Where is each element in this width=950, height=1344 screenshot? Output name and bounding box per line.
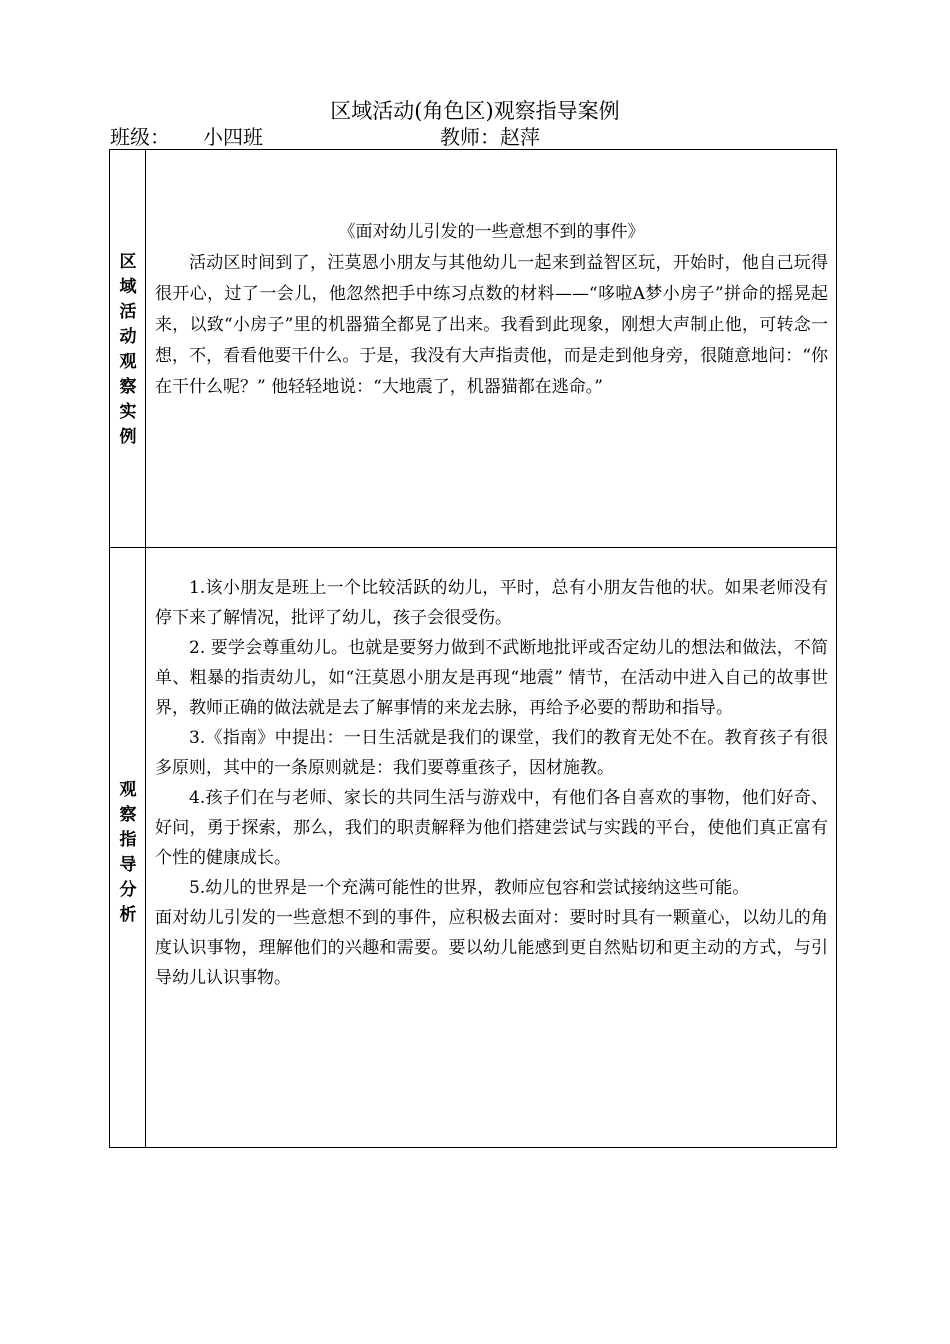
table-row-analysis: [110, 548, 836, 1147]
class-label: 班级：: [110, 125, 170, 149]
section-label-analysis: 观察指导分析: [119, 780, 137, 925]
analysis-paragraph-4: 4.孩子们在与老师、家长的共同生活与游戏中，有他们各自喜欢的事物，他们好奇、好问，勇于探索，那么，我们的职责解释为他们搭建尝试与实践的平台，使他们真正富有个性的健康成长。: [155, 788, 828, 868]
example-paragraph: 活动区时间到了，汪莫恩小朋友与其他幼儿一起来到益智区玩，开始时，他自己玩得很开心，过了一会儿，他忽然把手中练习点数的材料——“哆啦A梦小房子”拼命的摇晃起来，以致“小房子”里的机器猫全都晃了出来。我看到此现象，刚想大声制止他，可转念一想，不，看看他要干什么。于是，我没有大声指责他，而是走到他身旁，很随意地问：“你在干什么呢？” 他轻轻地说：“大地震了，机器猫都在逃命。”: [155, 253, 828, 397]
teacher-value: 赵萍: [500, 125, 540, 149]
table-row-example: [110, 150, 836, 548]
analysis-content: [146, 548, 836, 1147]
analysis-paragraph-1: 1.该小朋友是班上一个比较活跃的幼儿，平时，总有小朋友告他的状。如果老师没有停下来了解情况，批评了幼儿，孩子会很受伤。: [155, 578, 828, 628]
analysis-paragraph-5: 5.幼儿的世界是一个充满可能性的世界，教师应包容和尝试接纳这些可能。: [189, 878, 750, 898]
case-title: 《面对幼儿引发的一些意想不到的事件》: [338, 222, 645, 242]
teacher-label: 教师：: [440, 125, 500, 149]
page-title: 区域活动(角色区)观察指导案例: [330, 99, 620, 123]
class-value: 小四班: [203, 125, 263, 149]
row-header-analysis: [110, 548, 146, 1147]
case-table: [109, 149, 837, 1148]
analysis-paragraph-3: 3.《指南》中提出：一日生活就是我们的课堂，我们的教育无处不在。教育孩子有很多原则，其中的一条原则就是：我们要尊重孩子，因材施教。: [155, 728, 828, 778]
analysis-paragraph-6: 面对幼儿引发的一些意想不到的事件，应积极去面对：要时时具有一颗童心，以幼儿的角度认识事物，理解他们的兴趣和需要。要以幼儿能感到更自然贴切和更主动的方式，与引导幼儿认识事物。: [155, 908, 828, 988]
section-label-example: 区域活动观察实例: [119, 252, 137, 447]
row-header-example: [110, 150, 146, 547]
analysis-paragraph-2: 2. 要学会尊重幼儿。也就是要努力做到不武断地批评或否定幼儿的想法和做法，不简单、粗暴的指责幼儿，如“汪莫恩小朋友是再现“地震” 情节，在活动中进入自己的故事世界，教师正确的做法就是去了解事情的来龙去脉，再给予必要的帮助和指导。: [155, 638, 828, 718]
example-content: [146, 150, 836, 547]
document-meta: [110, 124, 836, 150]
